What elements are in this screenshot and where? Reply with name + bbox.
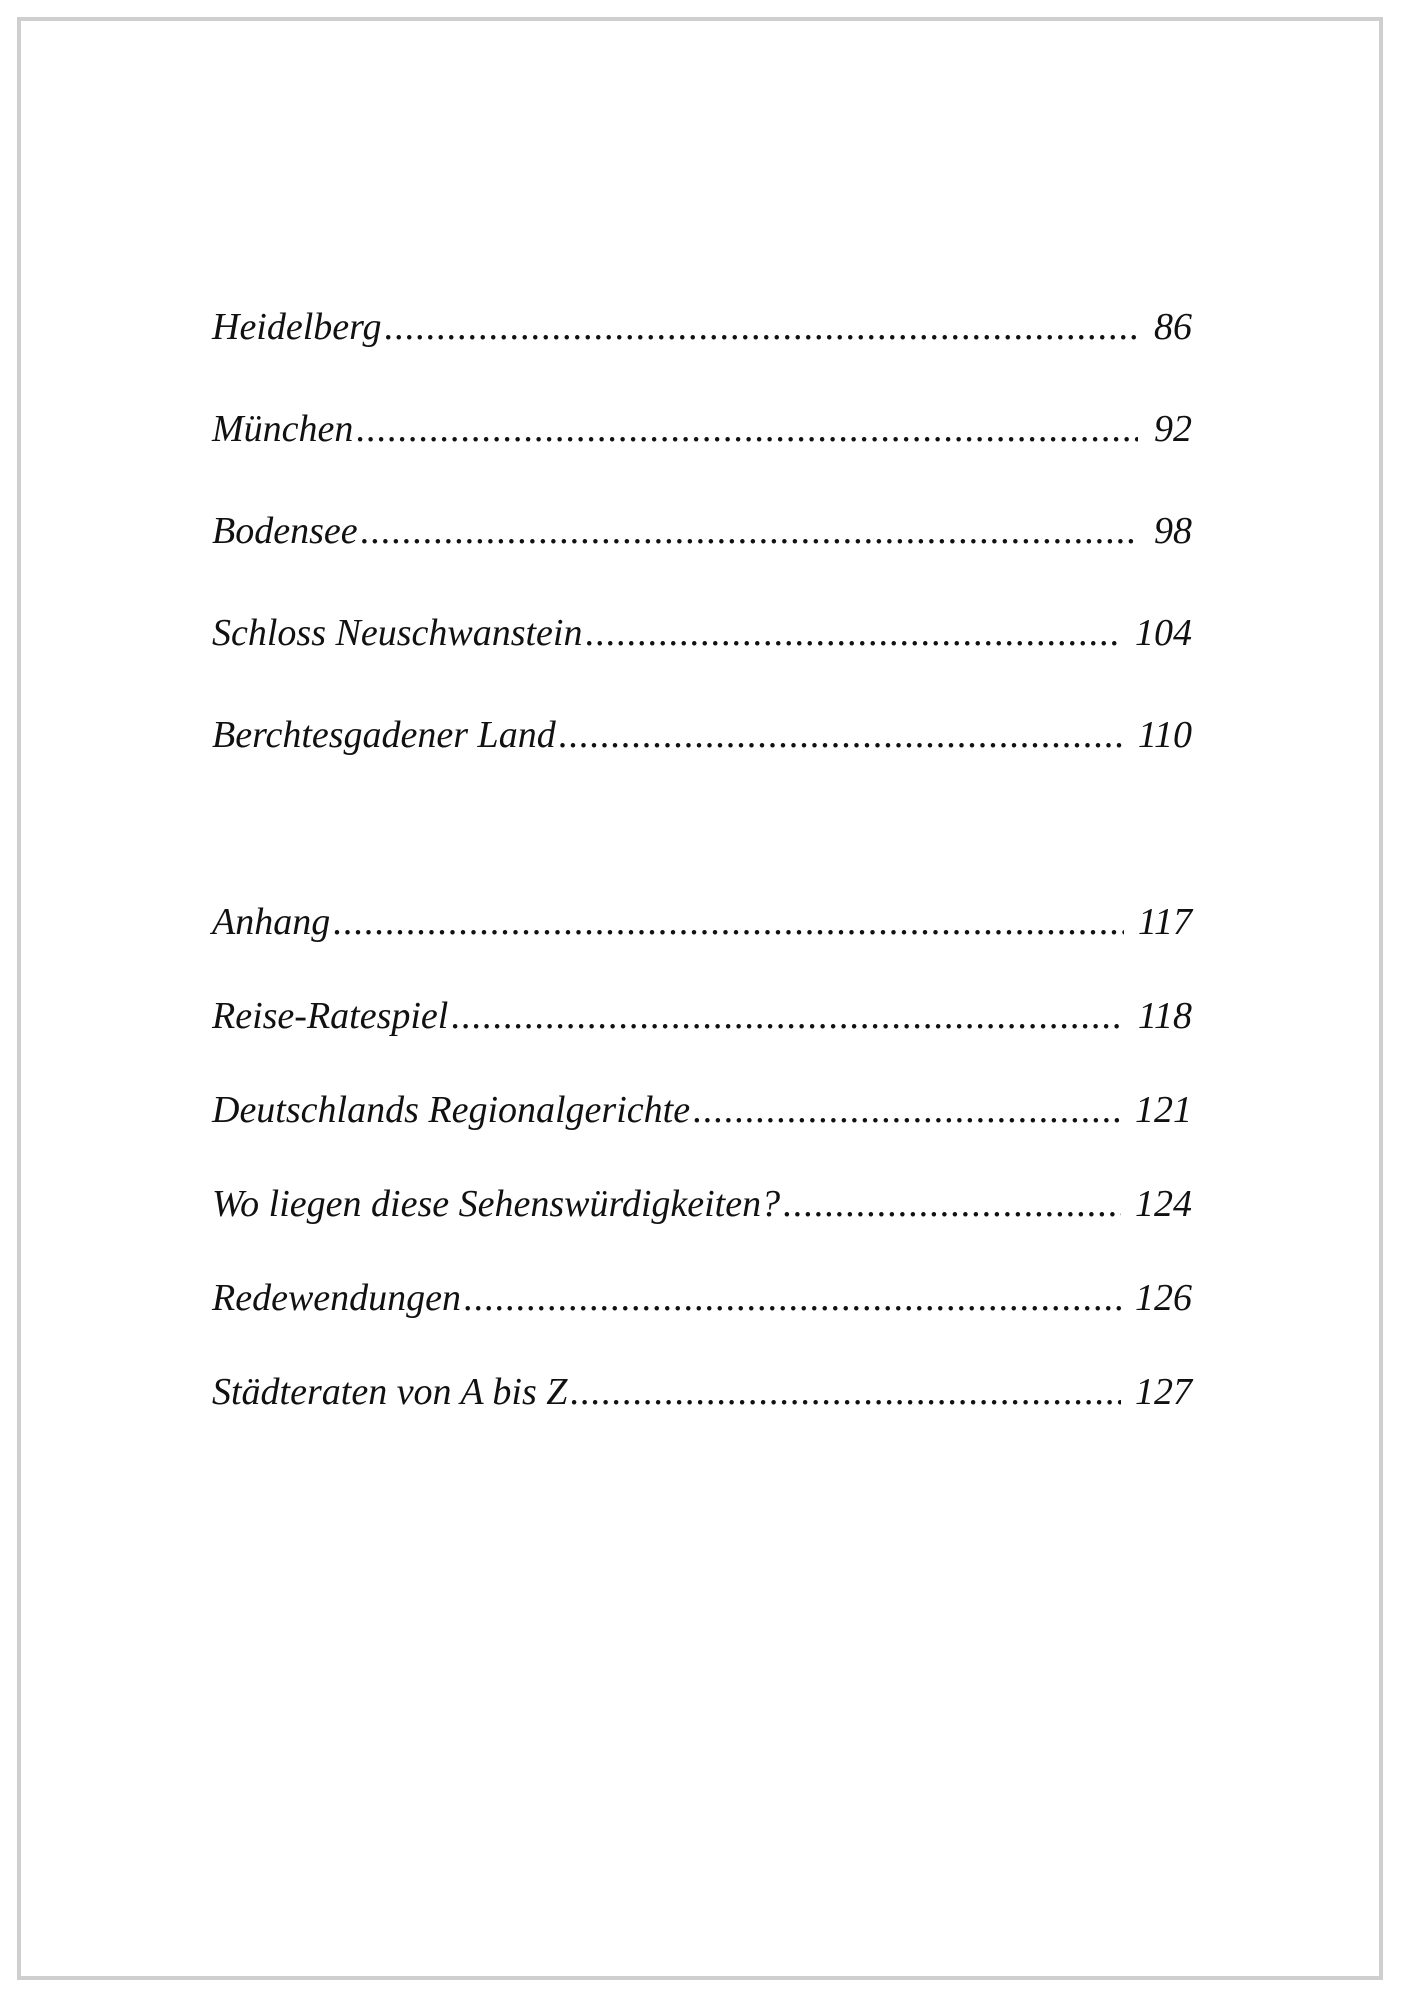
toc-dot-leader [692, 1088, 1121, 1132]
toc-entry-staedteraten[interactable] [212, 1370, 1192, 1414]
toc-section-destinations [212, 305, 1192, 815]
toc-section-appendix [212, 900, 1192, 1464]
toc-entry-title: Bodensee [212, 510, 358, 552]
toc-page-number: 127 [1135, 1371, 1192, 1413]
toc-entry-title: Redewendungen [212, 1277, 462, 1319]
toc-page-number: 86 [1154, 306, 1192, 348]
toc-dot-leader [584, 611, 1121, 655]
toc-page-number: 98 [1154, 510, 1192, 552]
toc-page-number: 126 [1135, 1277, 1192, 1319]
toc-dot-leader [332, 900, 1124, 944]
toc-entry-sehenswuerdigkeiten[interactable] [212, 1182, 1192, 1226]
toc-page-number: 124 [1135, 1183, 1192, 1225]
toc-entry-title: Städteraten von A bis Z [212, 1371, 568, 1413]
toc-entry-title: Anhang [212, 901, 331, 943]
toc-dot-leader [569, 1370, 1121, 1414]
toc-page-number: 92 [1154, 408, 1192, 450]
toc-entry-regionalgerichte[interactable] [212, 1088, 1192, 1132]
toc-entry-title: Deutschlands Regionalgerichte [212, 1089, 691, 1131]
toc-entry-title: Reise-Ratespiel [212, 995, 449, 1037]
toc-page-number: 118 [1137, 995, 1192, 1037]
toc-dot-leader [463, 1276, 1121, 1320]
toc-entry-heidelberg[interactable] [212, 305, 1192, 349]
toc-entry-muenchen[interactable] [212, 407, 1192, 451]
toc-entry-title: München [212, 408, 354, 450]
toc-entry-schloss-neuschwanstein[interactable] [212, 611, 1192, 655]
toc-dot-leader [355, 407, 1138, 451]
toc-entry-reise-ratespiel[interactable] [212, 994, 1192, 1038]
toc-entry-title: Schloss Neuschwanstein [212, 612, 583, 654]
toc-entry-title: Berchtesgadener Land [212, 714, 556, 756]
toc-dot-leader [782, 1182, 1121, 1226]
toc-page-number: 110 [1137, 714, 1192, 756]
toc-entry-berchtesgadener-land[interactable] [212, 713, 1192, 757]
toc-page-number: 121 [1135, 1089, 1192, 1131]
toc-entry-title: Wo liegen diese Sehenswürdigkeiten? [212, 1183, 781, 1225]
toc-page-number: 104 [1135, 612, 1192, 654]
toc-entry-bodensee[interactable] [212, 509, 1192, 553]
toc-entry-redewendungen[interactable] [212, 1276, 1192, 1320]
toc-dot-leader [450, 994, 1123, 1038]
toc-dot-leader [558, 713, 1124, 757]
toc-dot-leader [384, 305, 1138, 349]
toc-page-number: 117 [1137, 901, 1192, 943]
toc-dot-leader [360, 509, 1138, 553]
toc-entry-anhang[interactable] [212, 900, 1192, 944]
toc-entry-title: Heidelberg [212, 306, 382, 348]
